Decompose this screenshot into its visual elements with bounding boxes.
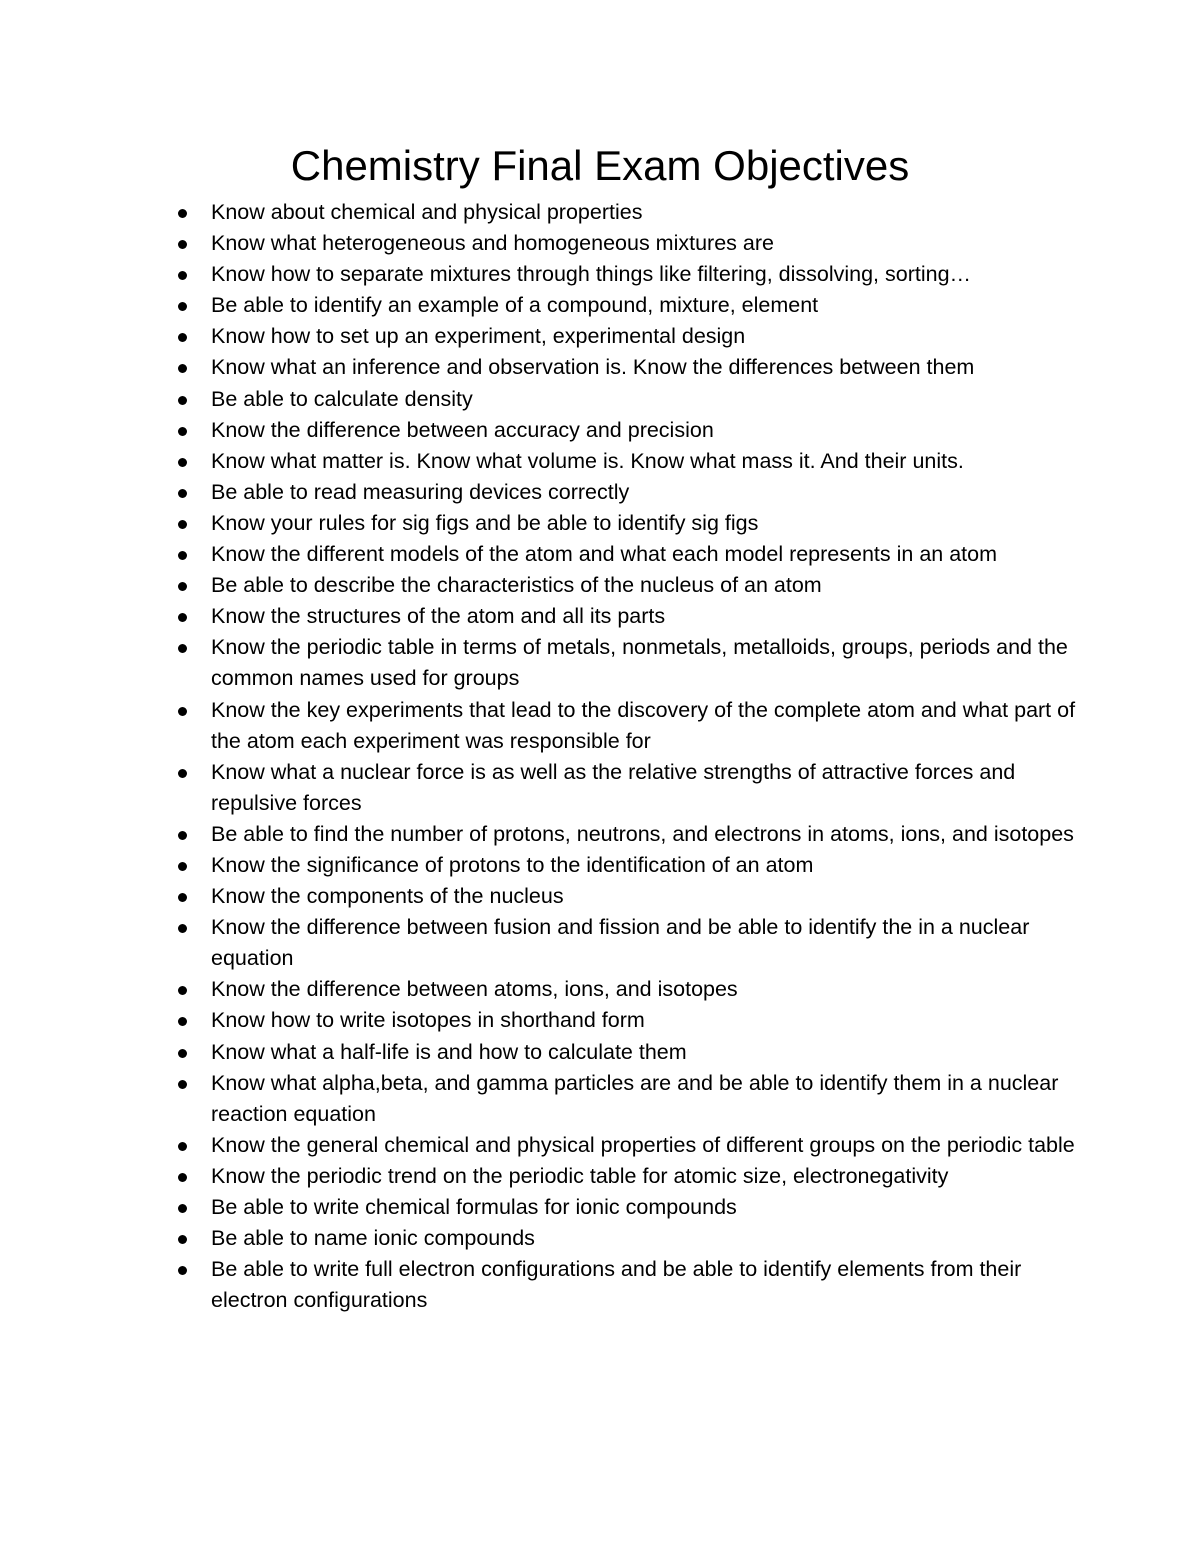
bullet-icon (178, 427, 187, 436)
list-item (178, 446, 1078, 477)
objective-text: Be able to write full electron configurations and be able to identify elements from their electron configurations (211, 1257, 1022, 1313)
list-item (178, 881, 1078, 912)
list-item (178, 850, 1078, 881)
objective-text: Know what a nuclear force is as well as the relative strengths of attractive forces and repulsive forces (211, 759, 1016, 815)
bullet-icon (178, 396, 187, 405)
bullet-icon (178, 924, 187, 933)
bullet-icon (178, 613, 187, 622)
list-item (178, 539, 1078, 570)
objective-text: Know the difference between fusion and fission and be able to identify the in a nuclear equation (211, 915, 1030, 971)
list-item (178, 695, 1078, 757)
objective-text: Know the difference between accuracy and precision (211, 417, 714, 442)
list-item (178, 632, 1078, 694)
list-item (178, 384, 1078, 415)
objective-text: Know what an inference and observation is. Know the differences between them (211, 355, 975, 380)
bullet-icon (178, 831, 187, 840)
objective-text: Be able to calculate density (211, 386, 473, 411)
list-item (178, 974, 1078, 1005)
list-item (178, 197, 1078, 228)
bullet-icon (178, 893, 187, 902)
list-item (178, 912, 1078, 974)
bullet-icon (178, 1266, 187, 1275)
bullet-icon (178, 1017, 187, 1026)
objective-text: Be able to find the number of protons, neutrons, and electrons in atoms, ions, and isotopes (211, 821, 1074, 846)
bullet-icon (178, 520, 187, 529)
bullet-icon (178, 209, 187, 218)
bullet-icon (178, 1142, 187, 1151)
bullet-icon (178, 1204, 187, 1213)
objective-text: Know the key experiments that lead to the discovery of the complete atom and what part of the atom each experiment was responsible for (211, 697, 1076, 753)
list-item (178, 415, 1078, 446)
objective-text: Know the periodic trend on the periodic table for atomic size, electronegativity (211, 1163, 949, 1188)
list-item (178, 290, 1078, 321)
objective-text: Know about chemical and physical properties (211, 200, 643, 224)
list-item (178, 1192, 1078, 1223)
objective-text: Know the structures of the atom and all its parts (211, 604, 666, 629)
objective-text: Know what matter is. Know what volume is. Know what mass it. And their units. (211, 448, 964, 473)
list-item (178, 570, 1078, 601)
bullet-icon (178, 364, 187, 373)
list-item (178, 1223, 1078, 1254)
list-item (178, 1161, 1078, 1192)
list-item (178, 477, 1078, 508)
list-item (178, 1005, 1078, 1036)
bullet-icon (178, 1049, 187, 1058)
objective-text: Be able to name ionic compounds (211, 1226, 535, 1251)
list-item (178, 352, 1078, 383)
bullet-icon (178, 769, 187, 778)
bullet-icon (178, 458, 187, 467)
bullet-icon (178, 644, 187, 653)
bullet-icon (178, 551, 187, 560)
objective-text: Be able to identify an example of a compound, mixture, element (211, 293, 819, 318)
list-item (178, 819, 1078, 850)
list-item (178, 321, 1078, 352)
objective-text: Be able to write chemical formulas for ionic compounds (211, 1195, 737, 1219)
objective-text: Know what alpha,beta, and gamma particles are and be able to identify them in a nuclear reaction equation (211, 1070, 1059, 1126)
objective-text: Know the significance of protons to the identification of an atom (211, 852, 814, 877)
objective-text: Know your rules for sig figs and be able to identify sig figs (211, 510, 759, 535)
bullet-icon (178, 489, 187, 498)
objective-text: Be able to describe the characteristics of the nucleus of an atom (211, 573, 822, 598)
bullet-icon (178, 707, 187, 716)
bullet-icon (178, 271, 187, 280)
objective-text: Know what a half-life is and how to calculate them (211, 1039, 687, 1064)
list-item (178, 757, 1078, 819)
bullet-icon (178, 240, 187, 249)
list-item (178, 228, 1078, 259)
objective-text: Know the components of the nucleus (211, 884, 564, 909)
objective-text: Know how to set up an experiment, experimental design (211, 324, 746, 349)
bullet-icon (178, 302, 187, 311)
objective-text: Know how to write isotopes in shorthand form (211, 1008, 645, 1033)
objective-text: Know how to separate mixtures through things like filtering, dissolving, sorting… (211, 262, 972, 287)
list-item (178, 1130, 1078, 1161)
objective-text: Know the difference between atoms, ions, and isotopes (211, 977, 738, 1002)
bullet-icon (178, 862, 187, 871)
objective-text: Know the periodic table in terms of metals, nonmetals, metalloids, groups, periods and the common names used for groups (211, 635, 1068, 691)
objective-text: Know the different models of the atom and what each model represents in an atom (211, 542, 998, 567)
bullet-icon (178, 1235, 187, 1244)
list-item (178, 601, 1078, 632)
bullet-icon (178, 986, 187, 995)
page-title: Chemistry Final Exam Objectives (290, 142, 910, 189)
list-item (178, 1037, 1078, 1068)
bullet-icon (178, 582, 187, 591)
objective-text: Be able to read measuring devices correctly (211, 479, 630, 504)
list-item (178, 1068, 1078, 1130)
objective-text: Know the general chemical and physical properties of different groups on the periodic table (211, 1132, 1075, 1157)
bullet-icon (178, 333, 187, 342)
list-item (178, 508, 1078, 539)
list-item (178, 259, 1078, 290)
objectives-list (178, 197, 1078, 1316)
bullet-icon (178, 1080, 187, 1089)
objective-text: Know what heterogeneous and homogeneous mixtures are (211, 231, 774, 256)
list-item (178, 1254, 1078, 1316)
bullet-icon (178, 1173, 187, 1182)
